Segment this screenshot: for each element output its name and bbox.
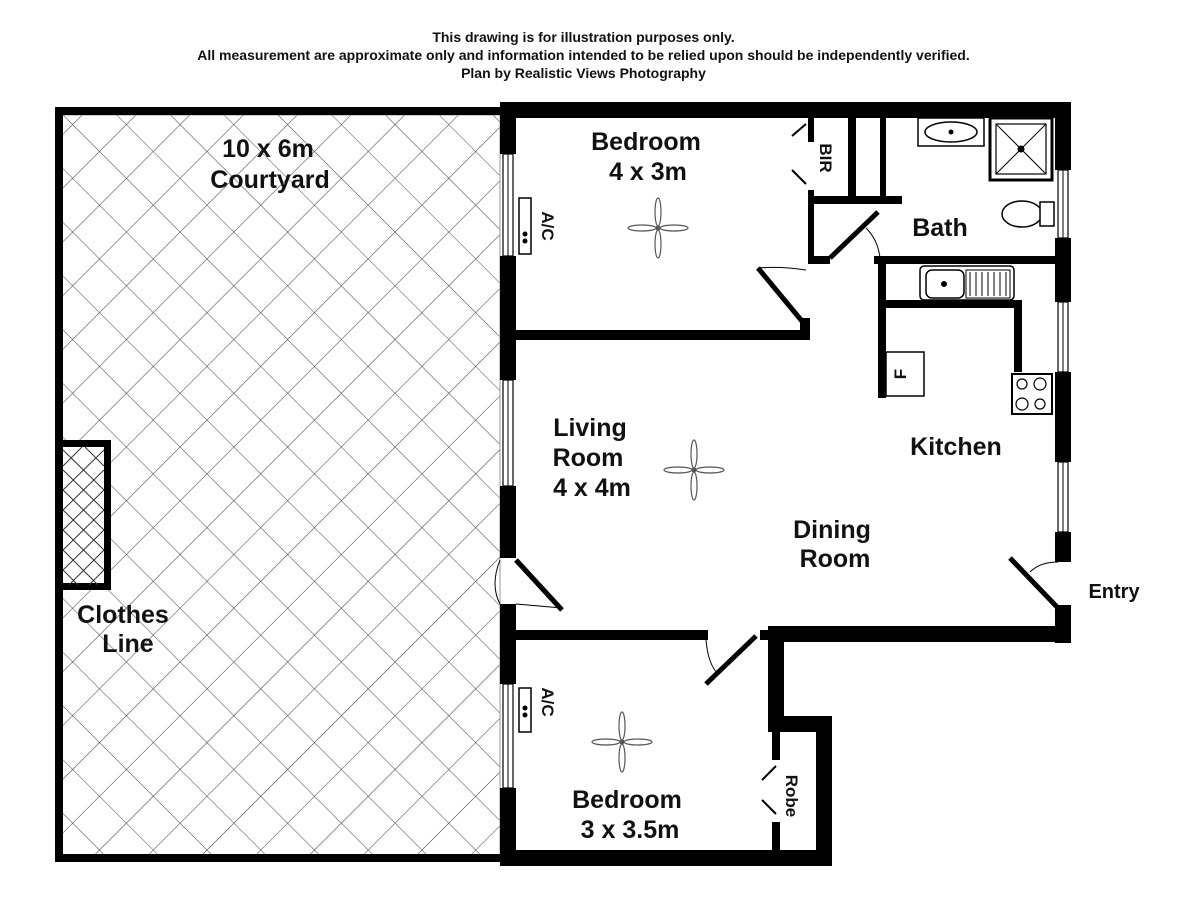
- courtyard-size-label: 10 x 6m: [222, 135, 314, 163]
- clothes-line2-label: Line: [102, 630, 154, 658]
- living-line1-label: Living: [553, 414, 627, 442]
- kitchen-label: Kitchen: [910, 433, 1002, 461]
- courtyard-area: [62, 115, 500, 856]
- clothes-line1-label: Clothes: [77, 601, 169, 629]
- bath-fixtures: [918, 118, 1054, 227]
- entry-label: Entry: [1088, 581, 1140, 603]
- ac-label-bedroom2: A/C: [538, 687, 557, 717]
- bedroom2-name-label: Bedroom: [572, 786, 682, 814]
- bath-label: Bath: [912, 214, 968, 242]
- disclaimer-line-3: Plan by Realistic Views Photography: [461, 65, 706, 81]
- disclaimer-line-2: All measurement are approximate only and information intended to be relied upon should be independently verified.: [197, 47, 970, 63]
- clothes-line: [63, 440, 111, 590]
- dining-line1-label: Dining: [793, 516, 871, 544]
- ac-label-bedroom1: A/C: [538, 211, 557, 241]
- disclaimer-line-1: This drawing is for illustration purposes only.: [432, 29, 735, 45]
- bir-label: BIR: [816, 143, 835, 173]
- living-size-label: 4 x 4m: [553, 474, 631, 502]
- fan-icon: [664, 440, 724, 500]
- fan-icon: [592, 712, 652, 772]
- kitchen-fixtures: [886, 266, 1052, 414]
- bedroom1-size-label: 4 x 3m: [609, 158, 687, 186]
- dining-line2-label: Room: [799, 545, 871, 573]
- living-line2-label: Room: [552, 444, 624, 472]
- fan-icon: [628, 198, 688, 258]
- bedroom1-name-label: Bedroom: [591, 128, 701, 156]
- robe-label: Robe: [782, 774, 801, 818]
- bedroom2-size-label: 3 x 3.5m: [580, 816, 680, 844]
- ac-unit-bedroom1: [519, 198, 531, 254]
- courtyard-name-label: Courtyard: [210, 166, 330, 194]
- fridge-label: F: [891, 368, 910, 380]
- ac-unit-bedroom2: [519, 688, 531, 732]
